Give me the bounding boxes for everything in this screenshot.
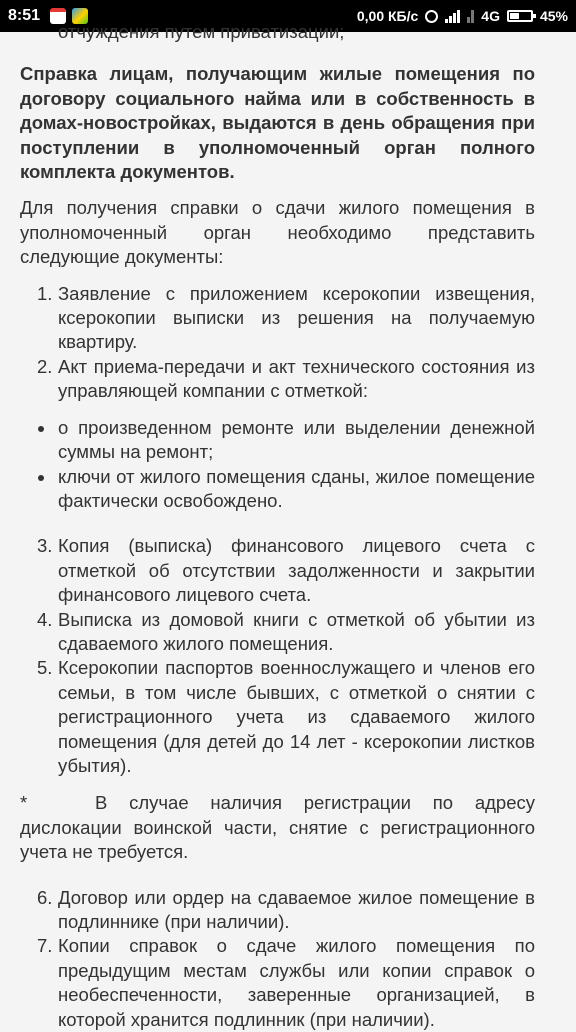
- list-text: Выписка из домовой книги с отметкой об убытии из сдаваемого жилого помещения.: [58, 608, 535, 654]
- list-text: Ксерокопии паспортов военнослужащего и членов его семьи, в том числе бывших, с отметкой о снятии с регистрационного учета из сдаваемого жилого помещения (для детей до 14 лет - ксерокопии листков убытия).: [58, 657, 535, 776]
- list-text: Копия (выписка) финансового лицевого счета с отметкой об отсутствии задолженности и закрытии финансового лицевого счета.: [58, 535, 535, 606]
- document-list-part2: [20, 534, 535, 778]
- note-star: *: [20, 792, 28, 814]
- bullet-text: о произведенном ремонте или выделении денежной суммы на ремонт;: [58, 416, 535, 463]
- list-number: 6.: [37, 886, 53, 908]
- note-paragraph: [20, 791, 535, 864]
- document-list-part3: [20, 886, 535, 1032]
- list-item: [37, 282, 535, 355]
- list-text: Договор или ордер на сдаваемое жилое помещение в подлиннике (при наличии).: [58, 886, 535, 932]
- list-item: [37, 934, 535, 1032]
- document-body[interactable]: [20, 20, 535, 1032]
- list-number: 1.: [37, 282, 53, 304]
- bullet-icon: [38, 475, 44, 481]
- bullet-item: [58, 465, 535, 514]
- list-text: Заявление с приложением ксерокопии извещения, ксерокопии выписки из решения на получаемую квартиру.: [58, 282, 535, 353]
- intro-paragraph: Для получения справки о сдачи жилого помещения в уполномоченный орган необходимо представить следующие документы:: [20, 197, 535, 268]
- note-text: В случае наличия регистрации по адресу дислокации воинской части, снятие с регистрационного учета не требуется.: [20, 792, 535, 863]
- list-number: 5.: [37, 657, 53, 679]
- bullet-text: ключи от жилого помещения сданы, жилое помещение фактически освобождено.: [58, 465, 535, 511]
- list-item: [37, 656, 535, 778]
- list-item: [37, 608, 535, 657]
- bullet-item: [58, 416, 535, 465]
- list-number: 3.: [37, 535, 53, 557]
- status-time: 8:51: [8, 7, 41, 24]
- bullet-list: [20, 416, 535, 514]
- list-item: [37, 534, 535, 607]
- list-text: Копии справок о сдаче жилого помещения по предыдущим местам службы или копии справок о необеспеченности, заверенные организацией, в которой хранится подлинник (при наличии).: [58, 935, 535, 1030]
- list-number: 2.: [37, 355, 53, 377]
- bold-paragraph: Справка лицам, получающим жилые помещения по договору социального найма или в собственность в домах-новостройках, выдаются в день обращения при поступлении в уполномоченный орган полного комплекта документов.: [20, 63, 535, 183]
- network-type: 4G: [481, 8, 500, 24]
- battery-percent: 45%: [539, 8, 568, 24]
- top-fragment: отчуждения путем приватизации;: [58, 21, 345, 42]
- bullet-icon: [38, 426, 44, 432]
- list-number: 4.: [37, 608, 53, 630]
- network-speed: 0,00 КБ/с: [356, 8, 419, 24]
- document-list-part1: [20, 282, 535, 404]
- battery-fill: [510, 13, 519, 19]
- list-item: [37, 886, 535, 935]
- list-number: 7.: [37, 935, 53, 957]
- list-item: [37, 355, 535, 404]
- list-text: Акт приема-передачи и акт технического состояния из управляющей компании с отметкой:: [58, 355, 535, 402]
